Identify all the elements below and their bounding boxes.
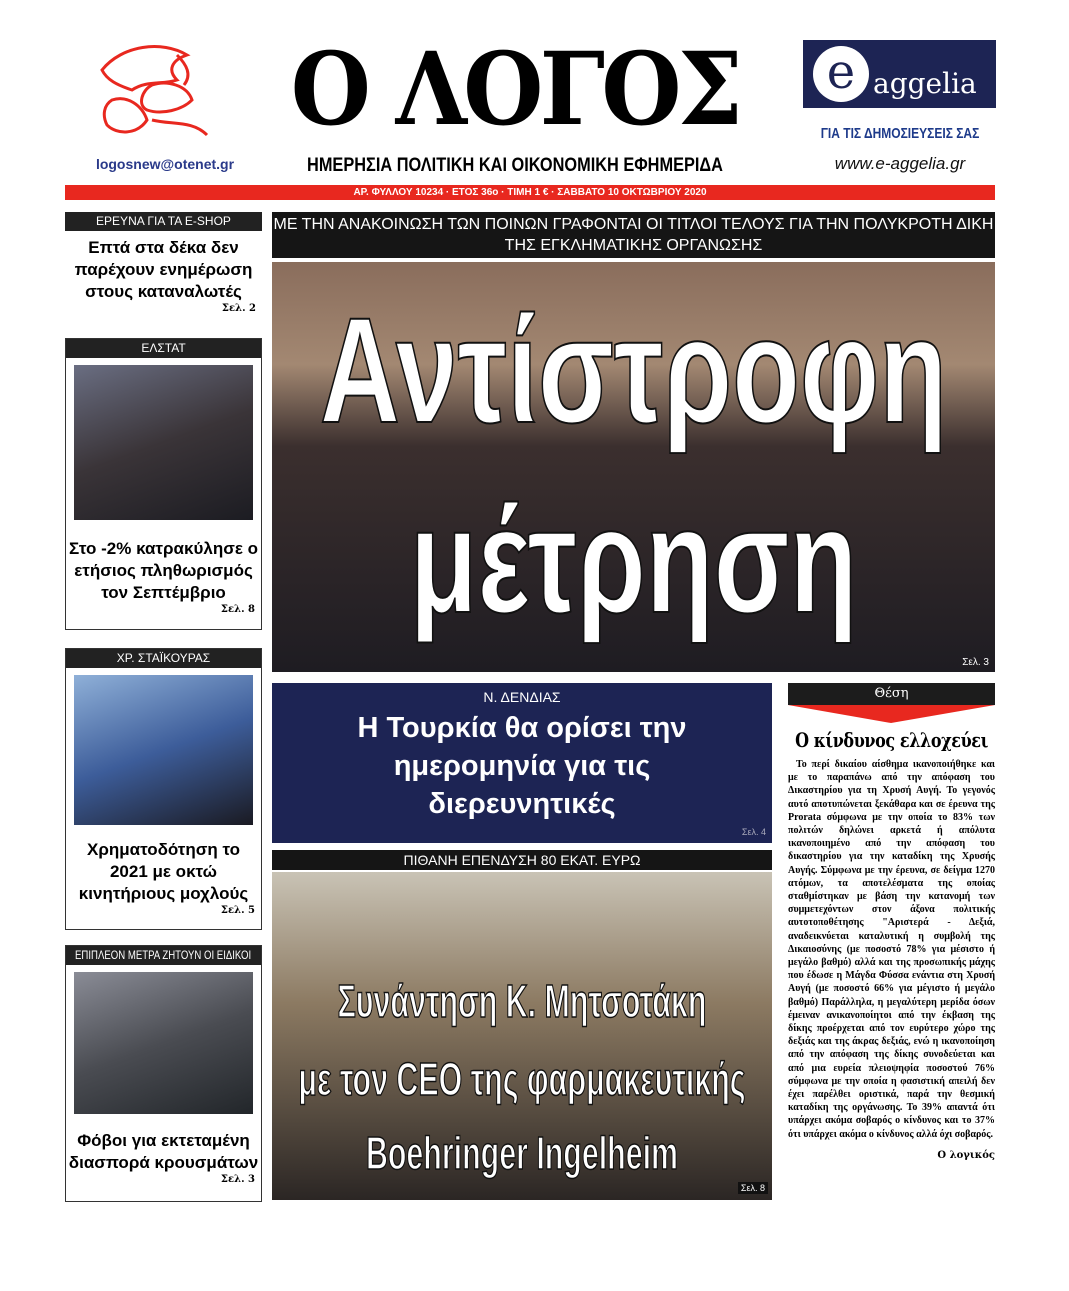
story-label-bar bbox=[66, 946, 261, 965]
page-ref: Σελ. 3 bbox=[220, 1174, 255, 1185]
opinion-signature: Ο λογικός bbox=[937, 1149, 995, 1161]
page-ref: Σελ. 8 bbox=[738, 1182, 768, 1194]
left-story-elstat[interactable] bbox=[65, 338, 262, 630]
left-story-eshop[interactable] bbox=[65, 212, 262, 324]
story-headline: Στο -2% κατρακύλησε ο ετήσιος πληθωρισμός τον Σεπτέμβριο bbox=[68, 539, 259, 602]
meeting-headline-line2: με τον CEO της φαρμακευτικής bbox=[298, 1053, 746, 1105]
main-headline-line2: μέτρηση bbox=[409, 476, 858, 644]
dendias-story[interactable] bbox=[272, 683, 772, 843]
contact-email[interactable]: logosnew@otenet.gr bbox=[95, 156, 235, 172]
newspaper-subtitle: ΗΜΕΡΗΣΙΑ ΠΟΛΙΤΙΚΗ ΚΑΙ ΟΙΚΟΝΟΜΙΚΗ ΕΦΗΜΕΡΙΔΑ bbox=[307, 155, 723, 176]
main-story-banner: ΜΕ ΤΗΝ ΑΝΑΚΟΙΝΩΣΗ ΤΩΝ ΠΟΙΝΩΝ ΓΡΑΦΟΝΤΑΙ ΟΙ ΤΙΤΛΟΙ ΤΕΛΟΥΣ ΓΙΑ ΤΗΝ ΠΟΛΥΚΡΟΤΗ ΔΙΚΗ ΤΗΣ ΕΓΚΛΗΜΑΤΙΚΗΣ ΟΡΓΑΝΩΣΗΣ bbox=[272, 212, 995, 258]
page-ref: Σελ. 5 bbox=[220, 905, 255, 916]
meeting-headline-line3: Boehringer Ingelheim bbox=[365, 1127, 679, 1179]
page-ref: Σελ. 2 bbox=[221, 303, 256, 314]
opinion-body: Το περί δικαίου αίσθημα ικανοποιήθηκε και με το παραπάνω από την απόφαση του Δικαστηρίου για τη Χρυσή Αυγή. Το γεγονός αυτό αποτυπώνεται ξεκάθαρα και σε έρευνα της Prorata σύμφωνα με την οποία το 83% των πολιτών δηλώνει αρκετά ή απόλυτα ικανοποιημένο από την απόφαση του δικαστηρίου για την καταδίκη της Χρυσής Αυγής. Σύμφωνα με την έρευνα, σε δείγμα 1270 ατόμων, τα αποτελέσματα της οποίας σταθμίστηκαν με βάση την κατανομή των συμμετεχόντων στον άξονα πολιτικής αυτοτοποθέτησης "Αριστερά - Δεξιά, αναδεικνύεται καταλυτική η συμβολή της Δικαιοσύνης (με ποσοστό 78% για μέσιστο ή μεγάλο βαθμό) αλλά και της προσωπικής μάχης που έδωσε η Μάγδα Φύσσα ενάντια στη Χρυσή Αυγή (με ποσοστό 66% για μέγιστο ή μεγάλο βαθμό) Παράλληλα, η μεγαλύτερη μερίδα όσων έμειναν ανικανοποίητοι από την έκβαση της δίκης προέρχεται από τον ευρύτερο χώρο της δεξιάς και της άκρας δεξιάς, ενώ η ικανοποίηση από την απόφαση της δίκης συνοδεύεται και από μια ευρεία πλειοψηφία ποσοστού 76% σύμφωνα με την οποία η φασιστική απειλή δεν έχει παρέλθει οριστικά, παρά την θεσμική καταδίκη της οργάνωσης. Το 39% απαντά ότι υπάρχει ακόμα σοβαρός ο κίνδυνος και το 37% ότι υπάρχει ακόμα ο κίνδυνος αλλά όχι σοβαρός. bbox=[788, 759, 995, 1140]
page-ref: Σελ. 8 bbox=[220, 604, 255, 615]
meeting-story-label: ΠΙΘΑΝΗ ΕΠΕΝΔΥΣΗ 80 ΕΚΑΤ. ΕΥΡΩ bbox=[272, 850, 772, 870]
left-story-staikouras[interactable] bbox=[65, 648, 262, 930]
newspaper-title: Ο ΛΟΓΟΣ bbox=[290, 30, 740, 148]
meeting-story-photo[interactable] bbox=[272, 872, 772, 1200]
story-label: Ν. ΔΕΝΔΙΑΣ bbox=[483, 689, 561, 705]
eaggelia-e-icon: e bbox=[813, 46, 869, 102]
ad-tagline: ΓΙΑ ΤΙΣ ΔΗΜΟΣΙΕΥΣΕΙΣ ΣΑΣ bbox=[820, 125, 980, 142]
opinion-headline: Ο κίνδυνος ελλοχεύει bbox=[795, 728, 988, 752]
story-headline: Η Τουρκία θα ορίσει την ημερομηνία για τις διερευνητικές bbox=[357, 712, 687, 820]
story-headline: Φόβοι για εκτεταμένη διασπορά κρουσμάτων bbox=[68, 1131, 259, 1172]
page-ref: Σελ. 4 bbox=[741, 827, 766, 837]
story-label: ΕΛΣΤΑΤ bbox=[66, 339, 261, 358]
issue-info-strip: ΑΡ. ΦΥΛΛΟΥ 10234 · ΕΤΟΣ 36ο · ΤΙΜΗ 1 € · ΣΑΒΒΑΤΟ 10 ΟΚΤΩΒΡΙΟΥ 2020 bbox=[65, 185, 995, 200]
opinion-label: Θέση bbox=[788, 683, 995, 705]
opinion-red-triangle bbox=[788, 705, 995, 723]
story-photo bbox=[74, 365, 253, 520]
story-headline: Επτά στα δέκα δεν παρέχουν ενημέρωση στους καταναλωτές bbox=[74, 238, 253, 301]
story-headline: Χρηματοδότηση το 2021 με οκτώ κινητήριους μοχλούς bbox=[78, 840, 249, 903]
main-headline-line1: Αντίστροφη bbox=[319, 286, 948, 454]
page-ref: Σελ. 3 bbox=[962, 657, 989, 668]
story-label: ΕΡΕΥΝΑ ΓΙΑ ΤΑ E-SHOP bbox=[65, 212, 262, 231]
eaggelia-wordmark: aggelia bbox=[873, 66, 977, 100]
story-label: ΕΠΙΠΛΕΟΝ ΜΕΤΡΑ ΖΗΤΟΥΝ ΟΙ ΕΙΔΙΚΟΙ bbox=[75, 948, 252, 962]
left-story-covid[interactable] bbox=[65, 945, 262, 1202]
story-label: ΧΡ. ΣΤΑΪΚΟΥΡΑΣ bbox=[66, 649, 261, 668]
ad-url[interactable]: www.e-aggelia.gr bbox=[834, 154, 966, 173]
main-story-photo[interactable] bbox=[272, 262, 995, 672]
story-photo bbox=[74, 972, 253, 1114]
meeting-headline-line1: Συνάντηση Κ. Μητσοτάκη bbox=[337, 975, 707, 1027]
story-photo bbox=[74, 675, 253, 825]
eaggelia-ad-logo[interactable] bbox=[803, 40, 996, 108]
masthead-logo-illustration bbox=[92, 40, 217, 145]
opinion-column bbox=[788, 683, 995, 1162]
